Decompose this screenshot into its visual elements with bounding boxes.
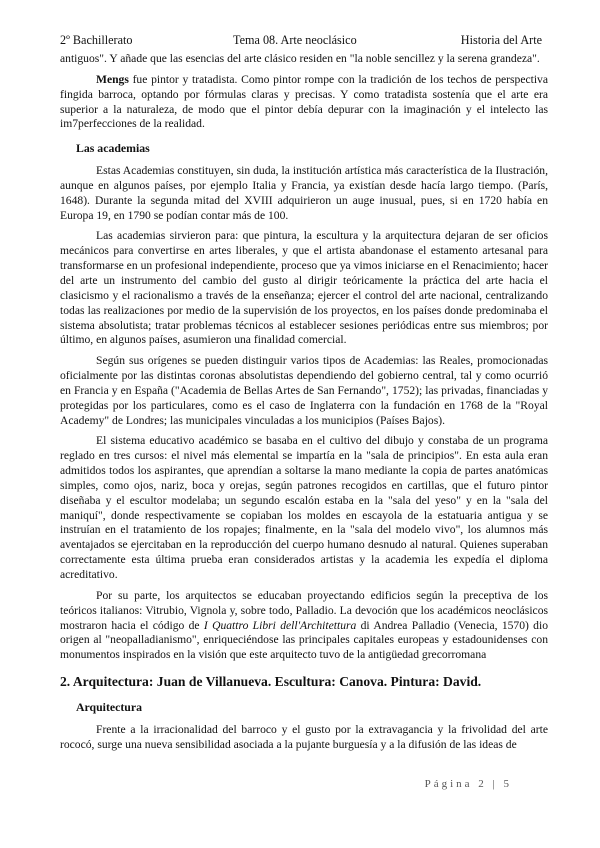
academias-heading: Las academias <box>76 141 150 156</box>
arquitectura-paragraph-1: Frente a la irracionalidad del barroco y el gusto por la extravagancia y la frivolidad del arte rococó, surge una nueva sensibilidad asociada a la pujante burguesía y a la difusión de las ideas de <box>60 722 548 751</box>
academias-paragraph-3: Según sus orígenes se pueden distinguir varios tipos de Academias: las Reales, promocionadas oficialmente por las distintas coronas absolutistas dependiendo del gobierno central, tal y como ocurrió en Francia y en España ("Academia de Bellas Artes de San Fernando", 1752); las privadas, financiadas y protegidas por los particulares, como es el caso de Inglaterra con la fundación en 1768 de la "Royal Academy" de Londres; las municipales vinculadas a los municipios (Países Bajos). <box>60 354 548 427</box>
header-subject: Historia del Arte <box>460 33 542 47</box>
academias-paragraph-4: El sistema educativo académico se basaba en el cultivo del dibujo y constaba de un programa reglado en tres cursos: el nivel más elemental se impartía en la "sala de principios". En esta aula eran admitidos todos los aspirantes, que aprendían a soltarse la mano mediante la copia de partes anatómicas simples, como ojos, nariz, boca y orejas, según patrones recogidos en cartillas, que el futuro pintor diseñaba y el escultor modelaba; un segundo escalón estaba en la "sala del yeso" y en la "sala del maniquí", donde respectivamente se copiaban los moldes en escayola de la estatuaria antigua y se instruían en el tratamiento de los ropajes; finalmente, en la "sala del modelo vivo", los alumnos más aventajados se ejercitaban en la reproducción del cuerpo humano desnudo al natural. Quienes superaban correctamente esta última prueba eran considerados artistas y la academia les expedía el diploma acreditativo. <box>60 434 548 581</box>
document-body <box>60 52 548 758</box>
mengs-paragraph <box>60 73 548 132</box>
quote-continuation: antiguos". Y añade que las esencias del arte clásico residen en "la noble sencillez y la serena grandeza". <box>60 52 540 65</box>
academias-paragraph-2: Las academias sirvieron para: que pintura, la escultura y la arquitectura dejaran de ser oficios mecánicos para convertirse en artes liberales, y que el artista abandonase el estamento artesanal para transformarse en un profesional independiente, proceso que ya vimos iniciarse en el Renacimiento; hacer del arte un instrumento del cambio del gusto al dirigir teóricamente la práctica del arte hacia el clasicismo y el racionalismo a través de la enseñanza; ejercer el control del arte nacional, centralizando todas las realizaciones por medio de la supervisión de los proyectos, en los países donde predominaba el sistema absolutista; tratar problemas técnicos al establecer sesiones periódicas entre sus miembros; por último, en algunos países, asumieron una finalidad comercial. <box>60 229 548 347</box>
page-number: Página 2 | 5 <box>424 778 512 790</box>
mengs-name: Mengs <box>96 72 129 86</box>
header-topic: Tema 08. Arte neoclásico <box>233 33 357 47</box>
section-2-title: 2. Arquitectura: Juan de Villanueva. Escultura: Canova. Pintura: David. <box>60 674 482 690</box>
academias-paragraph-5 <box>60 589 548 663</box>
page-header <box>60 33 542 49</box>
mengs-text: fue pintor y tratadista. Como pintor rompe con la tradición de los techos de perspectiva fingida barroca, optando por fórmulas claras y precisas. Y como tratadista sostenía que el arte era superior a la naturaleza, de modo que el pintor debía depurar con la imaginación y el intelecto las im7perfecciones de la realidad. <box>60 72 548 131</box>
arquitectura-heading: Arquitectura <box>76 699 142 714</box>
p5-after: di Andrea Palladio (Venecia, 1570) dio origen al "neopalladianismo", enriqueciéndose las principales capitales europeas y estadounidenses con monumentos inspirados en la visión que este arquitecto tuvo de la antigüedad grecorromana <box>60 618 548 662</box>
header-course: 2º Bachillerato <box>60 33 133 47</box>
academias-paragraph-1: Estas Academias constituyen, sin duda, la institución artística más característica de la Ilustración, aunque en algunos países, por ejemplo Italia y Francia, ya existían desde hacía largo tiempo. (París, 1648). Durante la segunda mitad del XVIII adquirieron un auge inusual, pues, si en 1720 había en Europa 19, en 1790 se podían contar más de 100. <box>60 164 548 222</box>
p5-before: Por su parte, los arquitectos se educaban proyectando edificios según la preceptiva de los teóricos italianos: Vitrubio, Vignola y, sobre todo, Palladio. La devoción que los académicos neoclásicos mostraron hacia el código de <box>60 588 548 632</box>
palladio-book-title: I Quattro Libri dell'Architettura <box>203 618 357 632</box>
